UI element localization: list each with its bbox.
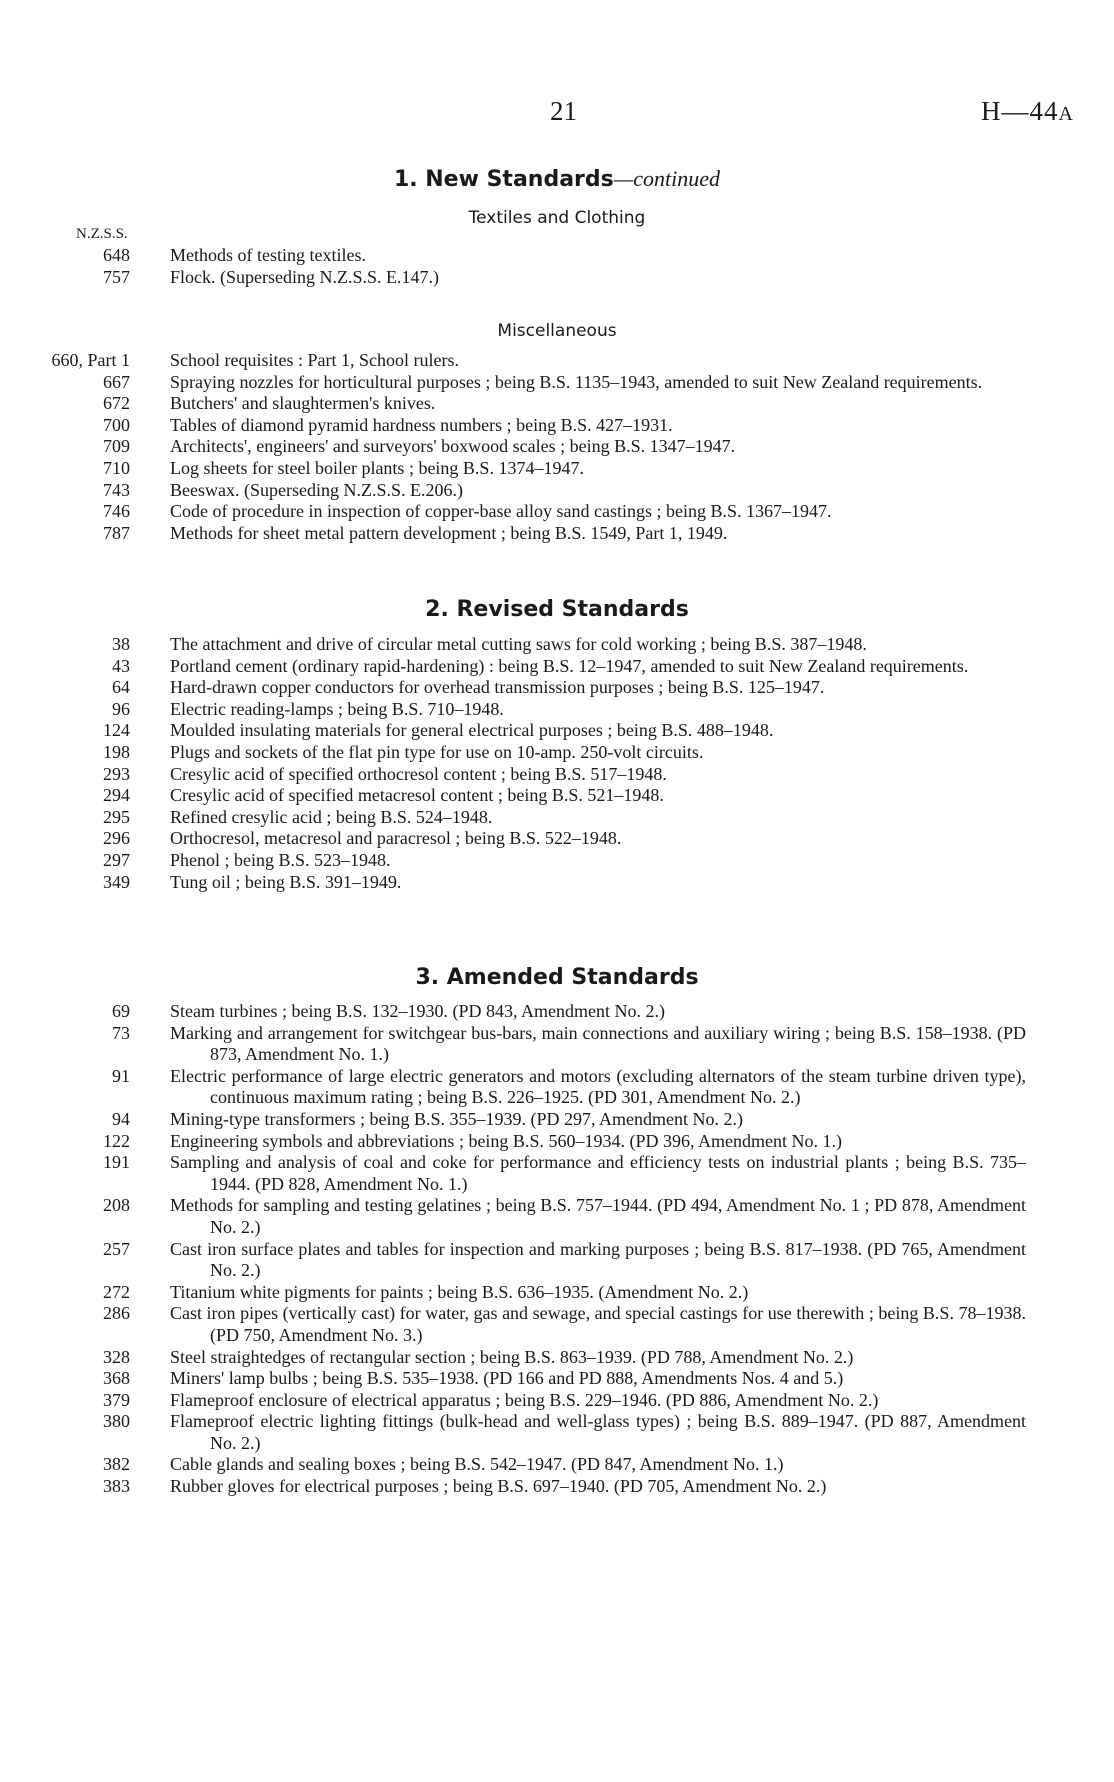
standard-number: 73 <box>112 1022 130 1043</box>
standard-number: 672 <box>103 393 130 414</box>
list-item <box>0 1282 1114 1304</box>
standard-description: Flock. (Superseding N.Z.S.S. E.147.) <box>170 266 439 287</box>
standard-description: Code of procedure in inspection of copper-base alloy sand castings ; being B.S. 1367–1947. <box>170 501 832 522</box>
list-item <box>0 1411 1114 1454</box>
paper-id <box>981 96 1074 127</box>
list-item <box>0 742 1114 764</box>
standard-description: Cast iron surface plates and tables for inspection and marking purposes ; being B.S. 817–1938. (PD 765, Amendment No. 2.) <box>170 1238 1026 1281</box>
list-item <box>0 1454 1114 1476</box>
standard-number: 709 <box>103 436 130 457</box>
standard-description: Moulded insulating materials for general electrical purposes ; being B.S. 488–1948. <box>170 720 774 741</box>
standard-description: Cast iron pipes (vertically cast) for water, gas and sewage, and special castings for use therewith ; being B.S. 78–1938. (PD 750, Amendment No. 3.) <box>170 1303 1026 1345</box>
standard-description: Portland cement (ordinary rapid-hardening) : being B.S. 12–1947, amended to suit New Zealand requirements. <box>170 655 969 676</box>
standard-number: 294 <box>103 785 130 806</box>
list-item <box>0 350 1114 372</box>
standard-description: Tung oil ; being B.S. 391–1949. <box>170 871 402 892</box>
standard-description: Rubber gloves for electrical purposes ; being B.S. 697–1940. (PD 705, Amendment No. 2.) <box>170 1476 827 1497</box>
standard-description: Hard-drawn copper conductors for overhead transmission purposes ; being B.S. 125–1947. <box>170 677 825 698</box>
standard-number: 124 <box>103 720 130 741</box>
amended-standards-list <box>0 1001 1114 1498</box>
list-item <box>0 1195 1114 1238</box>
standard-number: 257 <box>103 1238 130 1259</box>
list-item <box>0 501 1114 523</box>
standard-description: Miners' lamp bulbs ; being B.S. 535–1938. (PD 166 and PD 888, Amendments Nos. 4 and 5.) <box>170 1368 844 1389</box>
standard-number: 667 <box>103 371 130 392</box>
standard-description: Log sheets for steel boiler plants ; being B.S. 1374–1947. <box>170 457 584 478</box>
list-item <box>0 458 1114 480</box>
list-item <box>0 480 1114 502</box>
list-item <box>0 267 1114 289</box>
textiles-list <box>0 245 1114 288</box>
list-item <box>0 1066 1114 1109</box>
page-number: 21 <box>550 96 577 126</box>
list-item <box>0 415 1114 437</box>
standard-description: Methods for sheet metal pattern development ; being B.S. 1549, Part 1, 1949. <box>170 522 728 543</box>
section-1-title-main: 1. New Standards <box>393 167 614 192</box>
list-item <box>0 699 1114 721</box>
standard-description: Steel straightedges of rectangular section ; being B.S. 863–1939. (PD 788, Amendment No. 2.) <box>170 1346 854 1367</box>
standard-description: Flameproof enclosure of electrical apparatus ; being B.S. 229–1946. (PD 886, Amendment No. 2.) <box>170 1389 879 1410</box>
standard-description: Titanium white pigments for paints ; being B.S. 636–1935. (Amendment No. 2.) <box>170 1281 749 1302</box>
section-3-title: 3. Amended Standards <box>415 965 699 990</box>
standard-description: The attachment and drive of circular metal cutting saws for cold working ; being B.S. 387–1948. <box>170 634 867 654</box>
standard-description: Spraying nozzles for horticultural purposes ; being B.S. 1135–1943, amended to suit New Zealand requirements. <box>170 371 983 392</box>
standard-number: 700 <box>103 414 130 435</box>
textiles-heading: Textiles and Clothing <box>468 208 646 228</box>
list-item <box>0 523 1114 545</box>
standard-number: 272 <box>103 1281 130 1302</box>
section-2-title: 2. Revised Standards <box>425 597 689 622</box>
list-item <box>0 872 1114 894</box>
list-item <box>0 1109 1114 1131</box>
standard-number: 787 <box>103 522 130 543</box>
miscellaneous-list <box>0 350 1114 544</box>
standard-number: 648 <box>103 245 130 265</box>
standard-number: 380 <box>103 1411 130 1432</box>
standard-number: 122 <box>103 1130 130 1151</box>
standard-description: Beeswax. (Superseding N.Z.S.S. E.206.) <box>170 479 463 500</box>
standard-description: School requisites : Part 1, School rulers. <box>170 350 459 370</box>
standard-description: Sampling and analysis of coal and coke for performance and efficiency tests on industrial plants ; being B.S. 735–1944. (PD 828, Amendment No. 1.) <box>170 1152 1026 1194</box>
list-item <box>0 1390 1114 1412</box>
standard-number: 91 <box>112 1065 130 1086</box>
standard-number: 383 <box>103 1476 130 1497</box>
list-item <box>0 828 1114 850</box>
list-item <box>0 393 1114 415</box>
standard-number: 328 <box>103 1346 130 1367</box>
list-item <box>0 807 1114 829</box>
standard-number: 746 <box>103 501 130 522</box>
list-item <box>0 850 1114 872</box>
list-item <box>0 634 1114 656</box>
list-item <box>0 720 1114 742</box>
list-item <box>0 1239 1114 1282</box>
standard-description: Electric reading-lamps ; being B.S. 710–1948. <box>170 698 504 719</box>
standard-number: 349 <box>103 871 130 892</box>
list-item <box>0 1368 1114 1390</box>
list-item <box>0 1476 1114 1498</box>
standard-number: 191 <box>103 1152 130 1173</box>
standard-number: 660, Part 1 <box>51 350 130 370</box>
standard-number: 295 <box>103 806 130 827</box>
list-item <box>0 245 1114 267</box>
standard-description: Engineering symbols and abbreviations ; being B.S. 560–1934. (PD 396, Amendment No. 1.) <box>170 1130 842 1151</box>
list-item <box>0 785 1114 807</box>
standard-description: Tables of diamond pyramid hardness numbers ; being B.S. 427–1931. <box>170 414 673 435</box>
standard-number: 296 <box>103 828 130 849</box>
standard-number: 379 <box>103 1389 130 1410</box>
standard-number: 297 <box>103 849 130 870</box>
standard-description: Architects', engineers' and surveyors' boxwood scales ; being B.S. 1347–1947. <box>170 436 736 457</box>
standard-description: Marking and arrangement for switchgear bus-bars, main connections and auxiliary wiring ; being B.S. 158–1938. (PD 873, Amendment No. 1.) <box>170 1022 1026 1065</box>
list-item <box>0 1023 1114 1066</box>
list-item <box>0 1131 1114 1153</box>
standard-description: Refined cresylic acid ; being B.S. 524–1948. <box>170 806 493 827</box>
standard-number: 64 <box>112 677 130 698</box>
standard-description: Methods for sampling and testing gelatines ; being B.S. 757–1944. (PD 494, Amendment No. 1 ; PD 878, Amendment No. 2.) <box>170 1195 1026 1237</box>
list-item <box>0 436 1114 458</box>
standard-description: Plugs and sockets of the flat pin type for use on 10-amp. 250-volt circuits. <box>170 741 704 762</box>
standard-number: 69 <box>112 1001 130 1021</box>
standard-description: Butchers' and slaughtermen's knives. <box>170 393 436 414</box>
list-item <box>0 1303 1114 1346</box>
list-item <box>0 1152 1114 1195</box>
list-item <box>0 1001 1114 1023</box>
standard-description: Cresylic acid of specified metacresol content ; being B.S. 521–1948. <box>170 785 664 806</box>
standard-description: Orthocresol, metacresol and paracresol ; being B.S. 522–1948. <box>170 828 622 849</box>
paper-id-main: H—44 <box>981 96 1059 126</box>
standard-number: 757 <box>103 266 130 287</box>
standard-number: 368 <box>103 1368 130 1389</box>
standard-number: 293 <box>103 763 130 784</box>
list-item <box>0 764 1114 786</box>
list-item <box>0 677 1114 699</box>
standard-description: Phenol ; being B.S. 523–1948. <box>170 849 391 870</box>
miscellaneous-heading: Miscellaneous <box>497 321 617 341</box>
standard-number: 94 <box>112 1108 130 1129</box>
list-item <box>0 372 1114 394</box>
section-1-title <box>0 166 1114 192</box>
standard-number: 710 <box>103 457 130 478</box>
standard-description: Cresylic acid of specified orthocresol content ; being B.S. 517–1948. <box>170 763 667 784</box>
standard-number: 286 <box>103 1303 130 1324</box>
paper-id-suffix: A <box>1058 103 1074 125</box>
standard-description: Steam turbines ; being B.S. 132–1930. (PD 843, Amendment No. 2.) <box>170 1001 665 1021</box>
standard-number: 38 <box>112 634 130 654</box>
list-item <box>0 656 1114 678</box>
standard-number: 198 <box>103 741 130 762</box>
section-1-title-suffix: —continued <box>613 166 721 191</box>
standard-description: Methods of testing textiles. <box>170 245 366 265</box>
standard-description: Cable glands and sealing boxes ; being B.S. 542–1947. (PD 847, Amendment No. 1.) <box>170 1454 784 1475</box>
standard-description: Electric performance of large electric generators and motors (excluding alternators of the steam turbine driven type), continuous maximum rating ; being B.S. 226–1925. (PD 301, Amendment No. 2.) <box>170 1065 1026 1108</box>
list-item <box>0 1347 1114 1369</box>
standard-number: 43 <box>112 655 130 676</box>
standard-description: Flameproof electric lighting fittings (bulk-head and well-glass types) ; being B.S. 889–1947. (PD 887, Amendment No. 2.) <box>170 1411 1026 1453</box>
standard-description: Mining-type transformers ; being B.S. 355–1939. (PD 297, Amendment No. 2.) <box>170 1108 743 1129</box>
standard-number: 382 <box>103 1454 130 1475</box>
revised-standards-list <box>0 634 1114 893</box>
standard-number: 208 <box>103 1195 130 1216</box>
standard-number: 743 <box>103 479 130 500</box>
column-label: N.Z.S.S. <box>76 226 128 242</box>
standard-number: 96 <box>112 698 130 719</box>
